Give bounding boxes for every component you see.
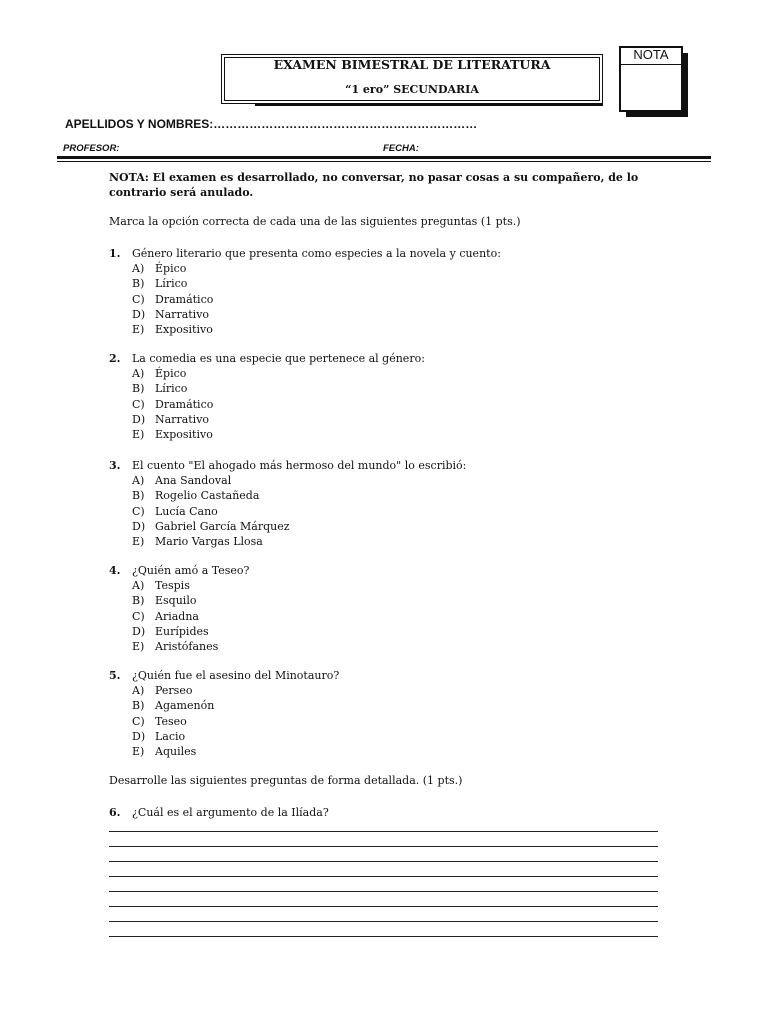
option-b[interactable]: B) Agamenón (132, 699, 215, 713)
exam-note: NOTA: El examen es desarrollado, no conversar, no pasar cosas a su compañero, de lo contrario será anulado. (109, 171, 639, 199)
teacher-field[interactable]: PROFESOR: (63, 143, 120, 154)
option-c[interactable]: C) Teseo (132, 714, 187, 728)
answer-line[interactable] (109, 876, 658, 877)
option-e[interactable]: E) Mario Vargas Llosa (132, 535, 263, 549)
question-3 (109, 458, 466, 549)
option-a[interactable]: A) Épico (132, 367, 187, 381)
question-text: ¿Quién amó a Teseo? (132, 564, 250, 577)
option-d[interactable]: D) Eurípides (132, 624, 209, 638)
question-5 (109, 668, 339, 759)
question-4 (109, 563, 249, 654)
development-instructions: Desarrolle las siguientes preguntas de forma detallada. (1 pts.) (109, 774, 463, 787)
option-c[interactable]: C) Ariadna (132, 609, 199, 623)
option-a[interactable]: A) Épico (132, 262, 187, 276)
header-rule-thin (57, 161, 711, 162)
question-number: 5. (109, 669, 121, 682)
option-b[interactable]: B) Lírico (132, 277, 188, 291)
option-b[interactable]: B) Lírico (132, 382, 188, 396)
option-e[interactable]: E) Aristófanes (132, 640, 219, 654)
option-c[interactable]: C) Lucía Cano (132, 504, 218, 518)
date-field[interactable]: FECHA: (383, 143, 419, 154)
answer-line[interactable] (109, 831, 658, 832)
option-c[interactable]: C) Dramático (132, 292, 214, 306)
option-d[interactable]: D) Lacio (132, 729, 186, 743)
answer-line[interactable] (109, 921, 658, 922)
exam-title: EXAMEN BIMESTRAL DE LITERATURA (273, 57, 551, 72)
option-a[interactable]: A) Ana Sandoval (132, 474, 232, 488)
question-text: ¿Quién fue el asesino del Minotauro? (132, 669, 340, 682)
option-e[interactable]: E) Expositivo (132, 323, 213, 337)
option-d[interactable]: D) Gabriel García Márquez (132, 519, 290, 533)
question-text: La comedia es una especie que pertenece al género: (132, 352, 425, 365)
question-number: 3. (109, 459, 121, 472)
student-name-field[interactable]: APELLIDOS Y NOMBRES:………………………………………………………… (65, 117, 478, 131)
answer-line[interactable] (109, 906, 658, 907)
option-d[interactable]: D) Narrativo (132, 307, 210, 321)
question-text: El cuento "El ahogado más hermoso del mundo" lo escribió: (132, 459, 467, 472)
option-c[interactable]: C) Dramático (132, 397, 214, 411)
exam-subtitle: “1 ero” SECUNDARIA (345, 83, 479, 96)
option-e[interactable]: E) Expositivo (132, 428, 213, 442)
question-number: 4. (109, 564, 121, 577)
header-rule-thick (57, 156, 711, 159)
grade-box-label: NOTA (633, 47, 669, 62)
multiple-choice-instructions: Marca la opción correcta de cada una de las siguientes preguntas (1 pts.) (109, 215, 521, 228)
question-text: ¿Cuál es el argumento de la Ilíada? (132, 806, 329, 819)
title-underline (255, 103, 603, 106)
question-number: 2. (109, 352, 121, 365)
question-2 (109, 351, 425, 442)
option-b[interactable]: B) Rogelio Castañeda (132, 489, 260, 503)
question-text: Género literario que presenta como especies a la novela y cuento: (132, 247, 501, 260)
option-d[interactable]: D) Narrativo (132, 412, 210, 426)
answer-line[interactable] (109, 846, 658, 847)
option-e[interactable]: E) Aquiles (132, 745, 197, 759)
answer-line[interactable] (109, 936, 658, 937)
question-number: 1. (109, 247, 121, 260)
question-number: 6. (109, 806, 121, 819)
grade-box-divider (621, 64, 681, 65)
question-1 (109, 246, 501, 337)
answer-line[interactable] (109, 891, 658, 892)
question-6 (109, 805, 329, 820)
answer-line[interactable] (109, 861, 658, 862)
option-b[interactable]: B) Esquilo (132, 594, 197, 608)
option-a[interactable]: A) Tespis (132, 579, 190, 593)
option-a[interactable]: A) Perseo (132, 684, 193, 698)
